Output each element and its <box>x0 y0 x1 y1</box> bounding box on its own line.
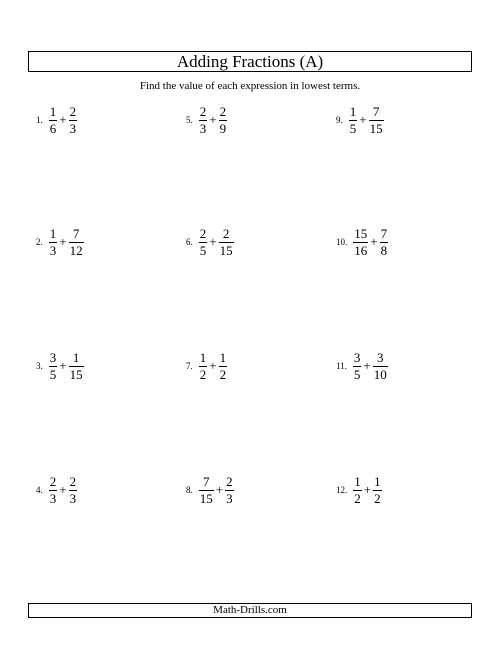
second-fraction <box>219 227 234 258</box>
plus-operator: + <box>59 112 67 127</box>
denominator: 5 <box>199 242 207 258</box>
first-fraction <box>349 105 358 136</box>
denominator: 5 <box>49 366 57 382</box>
problem-number: 10. <box>336 237 348 247</box>
numerator: 2 <box>69 473 77 489</box>
second-fraction <box>69 475 78 506</box>
problem-item <box>186 100 227 140</box>
denominator: 15 <box>69 366 83 382</box>
denominator: 2 <box>354 490 361 506</box>
problem-item <box>36 346 84 386</box>
second-fraction <box>373 351 388 382</box>
plus-operator: + <box>59 234 67 249</box>
denominator: 3 <box>199 120 207 136</box>
denominator: 8 <box>380 242 388 258</box>
second-fraction <box>225 475 234 506</box>
numerator: 3 <box>377 349 384 365</box>
problem-number: 3. <box>36 361 43 371</box>
first-fraction <box>353 475 362 506</box>
numerator: 2 <box>226 473 233 489</box>
numerator: 1 <box>199 349 207 365</box>
first-fraction <box>49 351 58 382</box>
instructions-text: Find the value of each expression in lowest terms. <box>139 80 361 92</box>
problem-number: 12. <box>336 485 348 495</box>
denominator: 6 <box>49 120 57 136</box>
first-fraction <box>49 105 58 136</box>
problem-number: 8. <box>186 485 193 495</box>
denominator: 5 <box>353 366 361 382</box>
worksheet-title: Adding Fractions (A) <box>28 51 472 72</box>
problem-number: 1. <box>36 115 43 125</box>
numerator: 2 <box>69 103 77 119</box>
numerator: 1 <box>72 349 80 365</box>
problem-item <box>186 222 234 262</box>
numerator: 1 <box>49 225 57 241</box>
denominator: 10 <box>373 366 387 382</box>
second-fraction <box>369 105 384 136</box>
numerator: 2 <box>219 103 227 119</box>
first-fraction <box>199 351 208 382</box>
denominator: 15 <box>369 120 383 136</box>
problem-item <box>36 222 84 262</box>
second-fraction <box>219 351 228 382</box>
plus-operator: + <box>359 112 367 127</box>
numerator: 2 <box>49 473 57 489</box>
second-fraction <box>373 475 382 506</box>
numerator: 3 <box>353 349 361 365</box>
problem-item <box>336 470 382 510</box>
plus-operator: + <box>209 358 217 373</box>
denominator: 15 <box>199 490 213 506</box>
plus-operator: + <box>59 358 67 373</box>
numerator: 7 <box>372 103 380 119</box>
numerator: 7 <box>380 225 388 241</box>
problem-number: 7. <box>186 361 193 371</box>
plus-operator: + <box>59 482 67 497</box>
problem-item <box>336 222 388 262</box>
denominator: 3 <box>226 490 233 506</box>
first-fraction <box>199 227 208 258</box>
denominator: 15 <box>219 242 233 258</box>
problem-item <box>336 346 388 386</box>
second-fraction <box>69 227 84 258</box>
second-fraction <box>380 227 389 258</box>
denominator: 2 <box>199 366 207 382</box>
plus-operator: + <box>363 482 372 497</box>
denominator: 3 <box>69 490 77 506</box>
second-fraction <box>219 105 228 136</box>
numerator: 2 <box>222 225 230 241</box>
problem-item <box>336 100 384 140</box>
numerator: 2 <box>199 103 207 119</box>
problem-item <box>36 100 77 140</box>
plus-operator: + <box>209 234 217 249</box>
problem-number: 9. <box>336 115 343 125</box>
numerator: 3 <box>49 349 57 365</box>
first-fraction <box>353 227 368 258</box>
problem-number: 11. <box>336 361 347 371</box>
numerator: 7 <box>203 473 210 489</box>
problem-item <box>36 470 77 510</box>
plus-operator: + <box>209 112 217 127</box>
denominator: 3 <box>49 242 57 258</box>
problem-number: 6. <box>186 237 193 247</box>
numerator: 1 <box>374 473 381 489</box>
denominator: 9 <box>219 120 227 136</box>
first-fraction <box>49 227 58 258</box>
denominator: 3 <box>69 120 77 136</box>
numerator: 2 <box>199 225 207 241</box>
first-fraction <box>199 475 214 506</box>
denominator: 2 <box>374 490 381 506</box>
denominator: 12 <box>69 242 83 258</box>
first-fraction <box>49 475 58 506</box>
problem-item <box>186 470 234 510</box>
numerator: 1 <box>219 349 227 365</box>
denominator: 2 <box>219 366 227 382</box>
first-fraction <box>353 351 362 382</box>
first-fraction <box>199 105 208 136</box>
plus-operator: + <box>363 358 371 373</box>
denominator: 3 <box>49 490 57 506</box>
numerator: 1 <box>354 473 361 489</box>
numerator: 1 <box>49 103 57 119</box>
numerator: 15 <box>354 225 368 241</box>
problem-number: 4. <box>36 485 43 495</box>
problem-number: 2. <box>36 237 43 247</box>
denominator: 5 <box>349 120 357 136</box>
second-fraction <box>69 105 78 136</box>
problem-number: 5. <box>186 115 193 125</box>
problem-item <box>186 346 227 386</box>
numerator: 1 <box>349 103 357 119</box>
plus-operator: + <box>370 234 378 249</box>
footer-credit: Math-Drills.com <box>28 603 472 618</box>
denominator: 16 <box>354 242 368 258</box>
second-fraction <box>69 351 84 382</box>
plus-operator: + <box>215 482 224 497</box>
numerator: 7 <box>72 225 80 241</box>
